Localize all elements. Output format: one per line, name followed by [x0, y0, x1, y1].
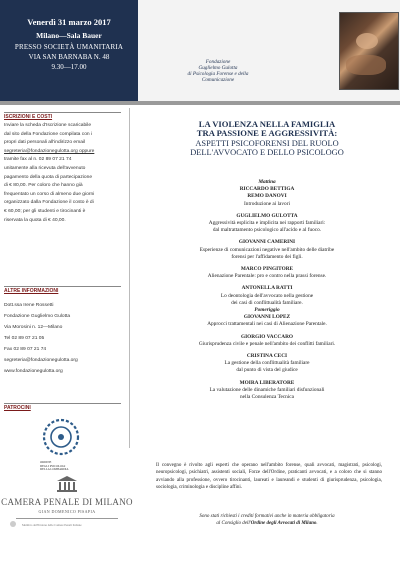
- iscrizioni-line: pagamento della quota di partecipazione: [4, 174, 93, 180]
- info-text: [4, 300, 122, 377]
- speaker-name: MARCO PINGITORE: [240, 266, 294, 273]
- iscrizioni-line: dal sito della Fondazione compilata con i: [4, 131, 93, 137]
- speaker-name: GIORGIO VACCARO: [240, 333, 294, 340]
- credits-text: al Consiglio dell': [216, 521, 251, 527]
- talk-title: dal maltrattamento psicologico all'acido e al fuoco.: [212, 227, 322, 234]
- iscrizioni-line: riservata la quota di € 40,00.: [4, 217, 66, 223]
- iscrizioni-line: propri dati personali all'indirizzo email: [4, 140, 86, 146]
- event-title: [134, 120, 400, 139]
- talk-title: forensi per l'affidamento dei figli.: [231, 253, 303, 260]
- iscrizioni-line: di € 80,00. Per coloro che hanno già: [4, 183, 83, 189]
- patrocini-title: PATROCINI: [4, 405, 31, 411]
- talk-title: La valutazione delle dinamiche familiari disfunzionali: [209, 386, 325, 393]
- talk-title: Alienazione Parentale: pro e contro nella prassi forense.: [207, 273, 327, 280]
- iscrizioni-title: ISCRIZIONI E COSTI: [4, 114, 53, 120]
- program-list: [134, 179, 400, 401]
- sidebar: [0, 105, 125, 565]
- main-content: [134, 105, 400, 565]
- talk-title: nella Consulenza Tecnica: [240, 394, 294, 401]
- ordine-caption-line: DELLA LOMBARDIA: [40, 467, 69, 472]
- talk-title: dal punto di vista del giudice: [236, 367, 298, 374]
- credits-line: Sono stati richiesti i crediti formativi anche in materia obbligatoria: [199, 514, 335, 519]
- speaker-name: RICCARDO BETTIGA: [239, 186, 295, 193]
- divider: [4, 286, 121, 287]
- title-line: TRA PASSIONE E AGGRESSIVITÀ:: [196, 128, 338, 139]
- speaker-name: ANTONELLA RATTI: [241, 285, 293, 292]
- speaker-name: GUGLIELMO GULOTTA: [236, 212, 298, 219]
- column-divider: [129, 108, 130, 448]
- closing-line: magistrati, psicologi, neuropsicologi, psichiatri, assistenti sociali, Forze: [156, 463, 382, 476]
- credits-text: .: [316, 521, 318, 527]
- foundation-name: [168, 59, 268, 83]
- ordine-caption-line: ORDINE: [40, 460, 52, 464]
- subtitle-line: DELL'AVVOCATO E DELLO PSICOLOGO: [190, 148, 344, 158]
- email-link[interactable]: segreteria@fondazionegulotta.org: [4, 358, 78, 363]
- event-place: Milano—Sala Bauer: [36, 31, 102, 40]
- event-info-box: [0, 0, 138, 101]
- ordine-caption: [40, 461, 86, 472]
- info-line: Tel 02 89 07 21 05: [4, 336, 45, 341]
- session-label: Mattina: [258, 179, 276, 185]
- ucpi-badge-icon: [10, 521, 16, 527]
- closing-line: professione, ovvero tirocinanti, laureati e laureandi e studenti di giurisprudenza,: [186, 477, 361, 483]
- talk-title: Giurisprudenza civile e penale nell'ambito dei conflitti familiari.: [198, 340, 336, 347]
- divider: [4, 403, 121, 404]
- painting-figure: [346, 55, 386, 75]
- talk-title: La gestione della conflittualità familiare: [224, 360, 310, 367]
- info-line: Fax 02 89 07 21 74: [4, 347, 47, 352]
- speaker-name: MOIRA LIBERATORE: [239, 379, 295, 386]
- event-time: 9.30—17.00: [51, 63, 87, 71]
- speaker-name: GIOVANNI LOPEZ: [243, 314, 291, 321]
- painting-image: [339, 12, 399, 90]
- credits-line: [134, 520, 400, 527]
- title-line: LA VIOLENZA NELLA FAMIGLIA: [198, 119, 336, 129]
- foundation-line: Guglielmo Gulotta: [198, 65, 238, 71]
- divider: [4, 112, 121, 113]
- website-link[interactable]: www.fondazionegulotta.org: [4, 369, 63, 374]
- foundation-line: Comunicazione: [201, 77, 235, 83]
- event-date: Venerdì 31 marzo 2017: [27, 17, 111, 27]
- session-label: Pomeriggio: [254, 307, 280, 314]
- divider: [16, 518, 118, 519]
- talk-title: dei casi di conflittualità familiare.: [231, 299, 303, 306]
- speaker-name: REMO DANOVI: [247, 193, 287, 200]
- iscrizioni-line: Inviare la scheda d'Iscrizione scaricabile: [4, 123, 92, 128]
- iscrizioni-line: € 60,00; per gli studenti e tirocinanti è: [4, 208, 86, 214]
- subtitle-line: ASPETTI PSICOFORENSI DEL RUOLO: [195, 139, 339, 148]
- email-link[interactable]: segreteria@fondazionegulotta.org oppure: [4, 148, 95, 154]
- camera-penale-note: Membro dell'Unione delle Camere Penali Italiane: [22, 523, 82, 527]
- event-subtitle: [134, 139, 400, 158]
- credits-bold: Ordine degli Avvocati di Milano: [250, 521, 317, 527]
- info-line: Dott.ssa Irene Rossetti: [4, 303, 54, 308]
- ordine-caption-line: DEGLI PSICOLOGI: [40, 463, 66, 468]
- talk-title: Esperienze di comunicazioni negative nell'ambito delle diatribe: [199, 246, 335, 253]
- closing-line: Il convegno è rivolto agli esperti che operano nell'ambito forense, quali avvocati,: [156, 463, 339, 468]
- iscrizioni-line: tramite fax al n. 02 89 07 21 74: [4, 157, 72, 163]
- camera-penale-title: CAMERA PENALE DI MILANO: [1, 497, 133, 507]
- painting-figure: [356, 33, 378, 49]
- talk-title: Approcci trattamentali nei casi di Alienazione Parentale.: [207, 321, 327, 328]
- ordine-psicologi-logo: [36, 415, 86, 459]
- camera-penale-subtitle: GIAN DOMENICO PISAPIA: [38, 509, 96, 514]
- talk-title: Introduzione ai lavori: [244, 200, 290, 207]
- closing-line: psicologia, sociologia, criminologia e discipline affini.: [156, 477, 383, 491]
- foundation-line: Fondazione: [205, 59, 231, 65]
- iscrizioni-line: frequentato un corso di almeno due giorni: [4, 191, 95, 197]
- info-line: Fondazione Guglielmo Gulotta: [4, 314, 71, 319]
- iscrizioni-text: [4, 122, 122, 225]
- closing-line: dell'Ordine, praticanti avvocati, e a coloro che si stanno avviando alla: [156, 470, 382, 483]
- info-line: Via Morosini n. 12—Milano: [4, 325, 63, 330]
- credits-note: [134, 513, 400, 528]
- audience-paragraph: [156, 462, 382, 492]
- speaker-name: GIOVANNI CAMERINI: [238, 239, 296, 246]
- event-address: VIA SAN BARNABA N. 48: [28, 53, 110, 61]
- speaker-name: CRISTINA CECI: [246, 353, 288, 360]
- iscrizioni-line: organizzato dalla Fondazione il costo è di: [4, 200, 94, 206]
- info-title: ALTRE INFORMAZIONI: [4, 288, 59, 294]
- event-venue: PRESSO SOCIETÀ UMANITARIA: [14, 43, 124, 51]
- talk-title: Aggressività esplicita e implicita nei rapporti familiari:: [208, 220, 326, 227]
- iscrizioni-line: unitamente alla ricevuta dell'avvenuto: [4, 165, 86, 171]
- camera-penale-building-icon: [56, 475, 78, 493]
- talk-title: Lo deontologia dell'avvocato nella gestione: [220, 292, 314, 299]
- foundation-line: di Psicologia Forense e della: [187, 71, 249, 77]
